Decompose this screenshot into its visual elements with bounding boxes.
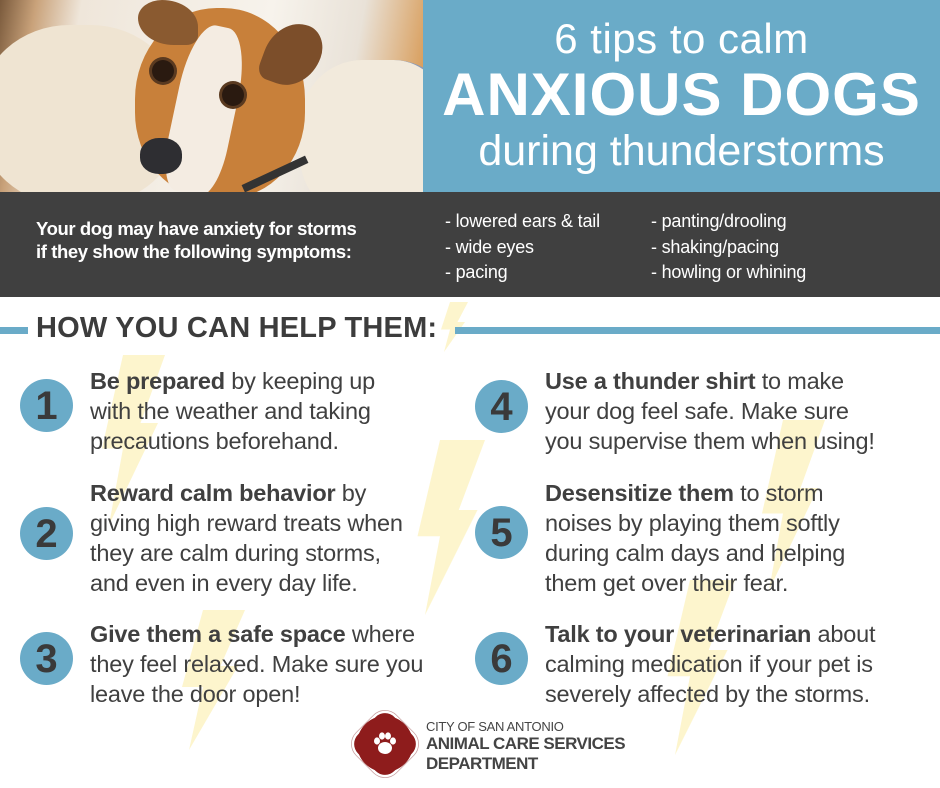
symptoms-column-1 bbox=[445, 209, 600, 286]
tip-number-badge: 6 bbox=[475, 632, 528, 685]
tip-number-badge: 5 bbox=[475, 506, 528, 559]
tip-text: Give them a safe space where they feel relaxed. Make sure you leave the door open! bbox=[90, 621, 424, 707]
symptom-item: - shaking/pacing bbox=[651, 236, 779, 257]
symptoms-column-2 bbox=[651, 209, 806, 286]
tip-bold-title: Desensitize them bbox=[545, 480, 734, 506]
lightning-bolt-icon bbox=[410, 440, 485, 615]
tip-number-badge: 2 bbox=[20, 507, 73, 560]
symptom-item: - howling or whining bbox=[651, 262, 807, 282]
dog-ear-left bbox=[138, 0, 198, 45]
heading-rule-left bbox=[0, 327, 28, 334]
dog-eye-left bbox=[152, 60, 174, 82]
hero-dog-photo bbox=[0, 0, 423, 192]
tip-bold-title: Reward calm behavior bbox=[90, 480, 336, 506]
symptoms-intro-line-1: Your dog may have anxiety for storms bbox=[36, 218, 357, 239]
logo-line-1: CITY OF SAN ANTONIO bbox=[426, 719, 564, 734]
heading-rule-right bbox=[455, 327, 940, 334]
title-line-1: 6 tips to calm bbox=[554, 15, 809, 62]
tip-text: Use a thunder shirt to make your dog feel safe. Make sure you supervise them when using! bbox=[545, 368, 875, 454]
tip-text: Be prepared by keeping up with the weather and taking precautions beforehand. bbox=[90, 368, 376, 454]
paw-icon bbox=[370, 728, 400, 758]
title-line-2: ANXIOUS DOGS bbox=[442, 61, 921, 128]
symptom-item: - pacing bbox=[445, 262, 508, 282]
dog-bed-right bbox=[300, 60, 423, 192]
logo-line-3: DEPARTMENT bbox=[426, 754, 538, 773]
symptoms-band bbox=[0, 192, 940, 297]
tip-text: Desensitize them to storm noises by playing them softly during calm days and helping them get over their fear. bbox=[545, 480, 846, 596]
tip-bold-title: Talk to your veterinarian bbox=[545, 621, 812, 647]
help-heading: HOW YOU CAN HELP THEM: bbox=[36, 312, 438, 344]
symptoms-intro-line-2: if they show the following symptoms: bbox=[36, 241, 352, 262]
tip-bold-title: Be prepared bbox=[90, 368, 225, 394]
dog-eye-right bbox=[222, 84, 244, 106]
symptoms-intro bbox=[36, 217, 426, 263]
symptom-item: - lowered ears & tail bbox=[445, 211, 600, 231]
tip-number-badge: 3 bbox=[20, 632, 73, 685]
symptom-item: - wide eyes bbox=[445, 236, 534, 257]
tip-number-badge: 1 bbox=[20, 379, 73, 432]
paw-icon-svg bbox=[370, 728, 400, 758]
title-line-3: during thunderstorms bbox=[478, 127, 885, 175]
dog-nose bbox=[140, 138, 182, 174]
tip-number-badge: 4 bbox=[475, 380, 528, 433]
logo-line-2: ANIMAL CARE SERVICES bbox=[426, 734, 626, 753]
tip-text: Talk to your veterinarian about calming medication if your pet is severely affected by the storms. bbox=[545, 621, 876, 707]
tip-bold-title: Use a thunder shirt bbox=[545, 368, 756, 394]
title-panel bbox=[423, 0, 940, 192]
tip-bold-title: Give them a safe space bbox=[90, 621, 346, 647]
tip-text: Reward calm behavior by giving high reward treats when they are calm during storms, and even in every day life. bbox=[90, 480, 403, 596]
symptom-item: - panting/drooling bbox=[651, 211, 787, 231]
